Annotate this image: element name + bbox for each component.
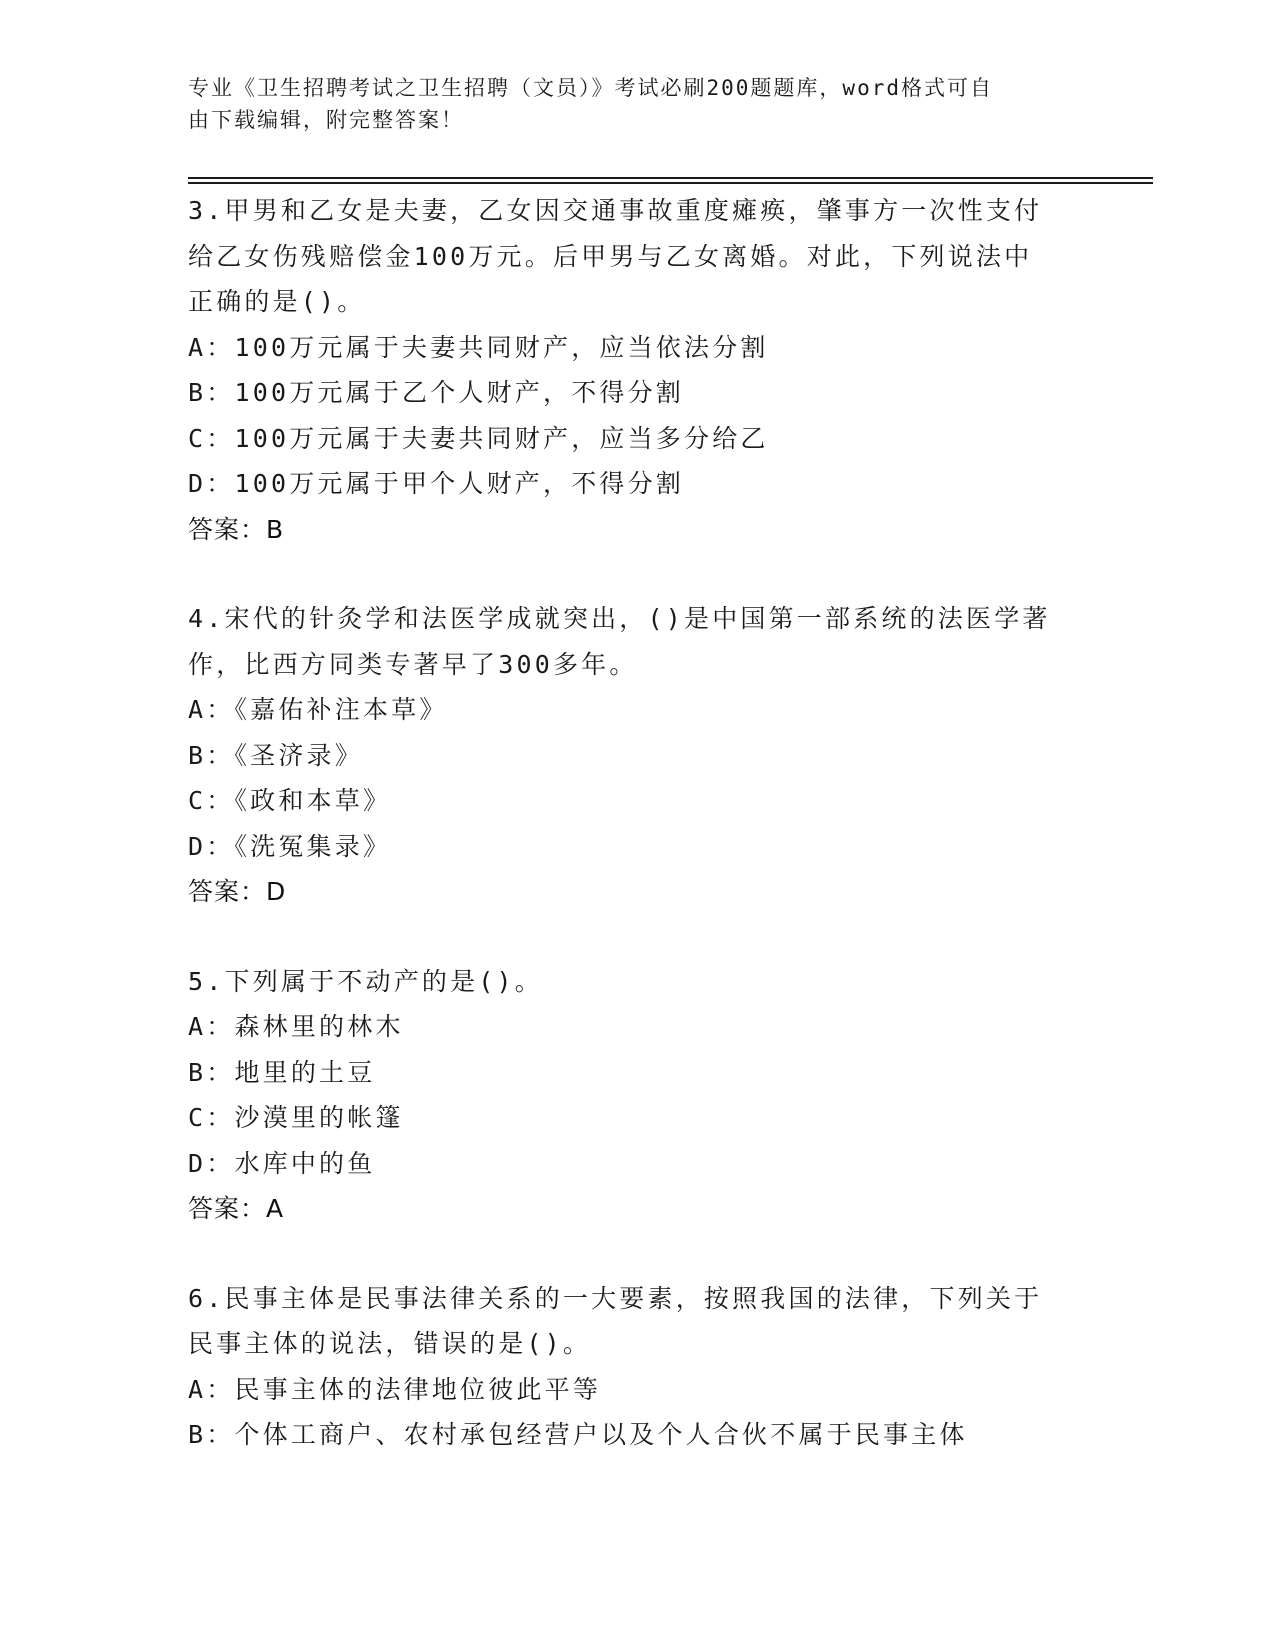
question-4: [188, 596, 1088, 915]
question-3: [188, 188, 1088, 552]
option-d: D：100万元属于甲个人财产，不得分割: [188, 469, 685, 498]
option-a: A：民事主体的法律地位彼此平等: [188, 1374, 602, 1404]
question-text-line: 民事主体的说法，错误的是()。: [188, 1329, 592, 1358]
question-text-line: 正确的是()。: [188, 287, 366, 316]
option-c: C：《政和本草》: [188, 786, 392, 815]
question-text-line: 5.下列属于不动产的是()。: [188, 966, 544, 996]
header-line-2: 由下载编辑，附完整答案！: [188, 108, 464, 132]
option-d: D：水库中的鱼: [188, 1148, 376, 1178]
option-b: B：个体工商户、农村承包经营户以及个人合伙不属于民事主体: [188, 1420, 968, 1449]
option-a: A：《嘉佑补注本草》: [188, 695, 448, 724]
option-b: B：地里的土豆: [188, 1057, 376, 1087]
question-text-line: 给乙女伤残赔偿金100万元。后甲男与乙女离婚。对此，下列说法中: [188, 241, 1033, 271]
answer-line: 答案：A: [188, 1194, 285, 1223]
answer-line: 答案：B: [188, 514, 285, 544]
header-divider-bottom: [188, 182, 1153, 184]
document-header: [188, 72, 1088, 136]
option-b: B：《圣济录》: [188, 740, 363, 770]
header-divider-top: [188, 177, 1153, 179]
question-list: [188, 188, 1088, 1502]
option-a: A：100万元属于夫妻共同财产，应当依法分割: [188, 332, 769, 362]
question-5: [188, 959, 1088, 1232]
question-6: [188, 1276, 1088, 1458]
question-text-line: 作，比西方同类专著早了300多年。: [188, 649, 638, 679]
option-a: A：森林里的林木: [188, 1012, 404, 1041]
question-text-line: 4.宋代的针灸学和法医学成就突出，()是中国第一部系统的法医学著: [188, 604, 1051, 633]
option-b: B：100万元属于乙个人财产，不得分割: [188, 378, 685, 407]
option-c: C：100万元属于夫妻共同财产，应当多分给乙: [188, 423, 769, 453]
option-c: C：沙漠里的帐篷: [188, 1103, 404, 1132]
question-text-line: 6.民事主体是民事法律关系的一大要素，按照我国的法律，下列关于: [188, 1283, 1043, 1313]
option-d: D：《洗冤集录》: [188, 831, 392, 861]
question-text-line: 3.甲男和乙女是夫妻，乙女因交通事故重度瘫痪，肇事方一次性支付: [188, 196, 1043, 225]
header-line-1: 专业《卫生招聘考试之卫生招聘（文员）》考试必刷200题题库，word格式可自: [188, 76, 993, 100]
answer-line: 答案：D: [188, 877, 287, 906]
